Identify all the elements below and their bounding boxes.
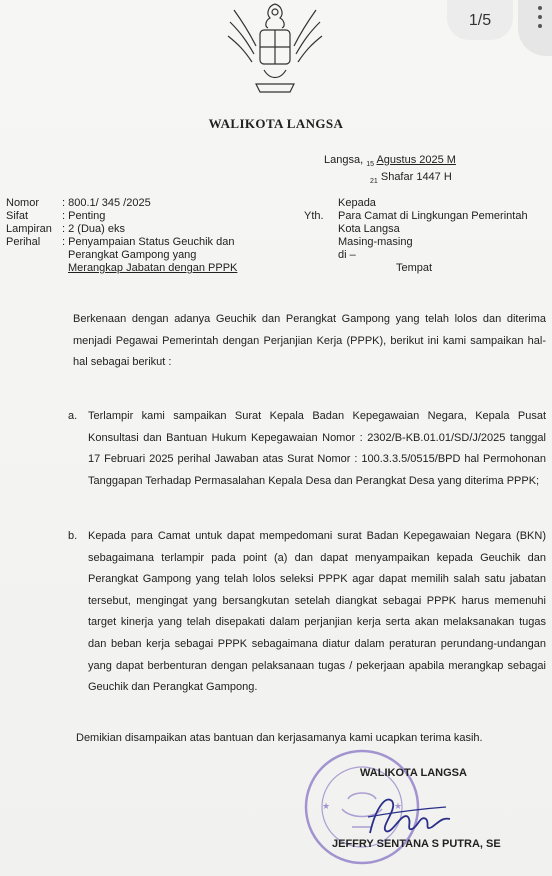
kepada-label: Kepada	[338, 197, 376, 209]
addressee-line-4: di –	[338, 249, 356, 261]
sifat-label: Sifat	[6, 210, 29, 222]
list-text-a: Terlampir kami sampaikan Surat Kepala Badan Kepegawaian Negara, Kepala Pusat Konsultasi dan Bantuan Hukum Kepegawaian Nomor : 2302/B-KB.01.01/SD/J/2025 tanggal 17 Februari 2025 perihal Jawaban atas Surat Nomor : 100.3.3.5/0515/BPD hal Permohonan Tanggapan Terhadap Permasalahan Kepala Desa dan Perangkat Desa yang diterima PPPK;	[88, 410, 546, 487]
letter-meta	[6, 197, 237, 275]
yth-label: Yth.	[304, 210, 324, 222]
svg-text:★: ★	[394, 801, 403, 811]
svg-text:★: ★	[322, 801, 331, 811]
perihal-value-3: Merangkap Jabatan dengan PPPK	[68, 262, 238, 274]
list-item	[68, 406, 546, 492]
date-day: 15	[366, 161, 375, 169]
addressee-line-1: Para Camat di Lingkungan Pemerintah	[338, 210, 528, 222]
signatory-name: JEFFRY SENTANA S PUTRA, SE	[332, 838, 501, 850]
nomor-label: Nomor	[6, 197, 40, 209]
addressee-line-2: Kota Langsa	[338, 223, 400, 235]
list-item	[68, 526, 546, 699]
signature-title: WALIKOTA LANGSA	[360, 767, 467, 779]
page-indicator[interactable]: 1/5	[447, 0, 513, 40]
list-marker-b: b.	[68, 530, 78, 542]
hijri-month-year: Shafar 1447 H	[380, 171, 452, 184]
letterhead-title: WALIKOTA LANGSA	[208, 116, 344, 131]
addressee-block	[304, 197, 528, 275]
lampiran-label: Lampiran	[6, 223, 52, 235]
list-text-b: Kepada para Camat untuk dapat mempedomani surat Badan Kepegawaian Negara (BKN) sebagaimana terlampir pada point (a) dan dapat menyampaikan kepada Geuchik dan Perangkat Gampong yang telah lolos seleksi PPPK agar dapat memilih salah satu jabatan tersebut, mengingat yang bersangkutan setelah diangkat sebagai PPPK harus memenuhi target kinerja yang telah disepakati dalam perjanjian kerja serta akan melaksanakan tugas dan beban kerja sebagai PPPK sebagaimana diatur dalam peraturan perundang-undangan yang dapat berbenturan dengan pelaksanaan tugas / pekerjaan apabila merangkap sebagai Geuchik dan Perangkat Gampong.	[88, 530, 546, 694]
handwritten-signature-icon	[350, 787, 460, 843]
hijri-day: 21	[370, 178, 378, 186]
perihal-value-1: : Penyampaian Status Geuchik dan	[62, 236, 235, 248]
intro-paragraph: Berkenaan dengan adanya Geuchik dan Perangkat Gampong yang telah lolos dan diterima menjadi Pegawai Pemerintah dengan Perjanjian Kerja (PPPK), berikut ini kami sampaikan hal-hal sebagai berikut :	[73, 313, 546, 369]
sifat-value: : Penting	[62, 210, 106, 222]
nomor-value: : 800.1/ 345 /2025	[62, 197, 151, 209]
lampiran-value: : 2 (Dua) eks	[62, 223, 125, 235]
perihal-value-2: Perangkat Gampong yang	[68, 249, 197, 261]
date-month-year: Agustus 2025 M	[376, 154, 456, 166]
list-marker-a: a.	[68, 410, 78, 422]
more-vertical-icon	[538, 6, 542, 10]
addressee-tempat: Tempat	[396, 262, 433, 274]
closing-paragraph: Demikian disampaikan atas bantuan dan kerjasamanya kami ucapkan terima kasih.	[76, 732, 483, 744]
addressee-line-3: Masing-masing	[338, 236, 413, 248]
garuda-emblem-icon	[226, 0, 324, 98]
date-place: Langsa,	[324, 154, 364, 166]
letter-date	[324, 154, 456, 188]
perihal-label: Perihal	[6, 236, 41, 248]
more-options-button[interactable]	[518, 0, 552, 56]
